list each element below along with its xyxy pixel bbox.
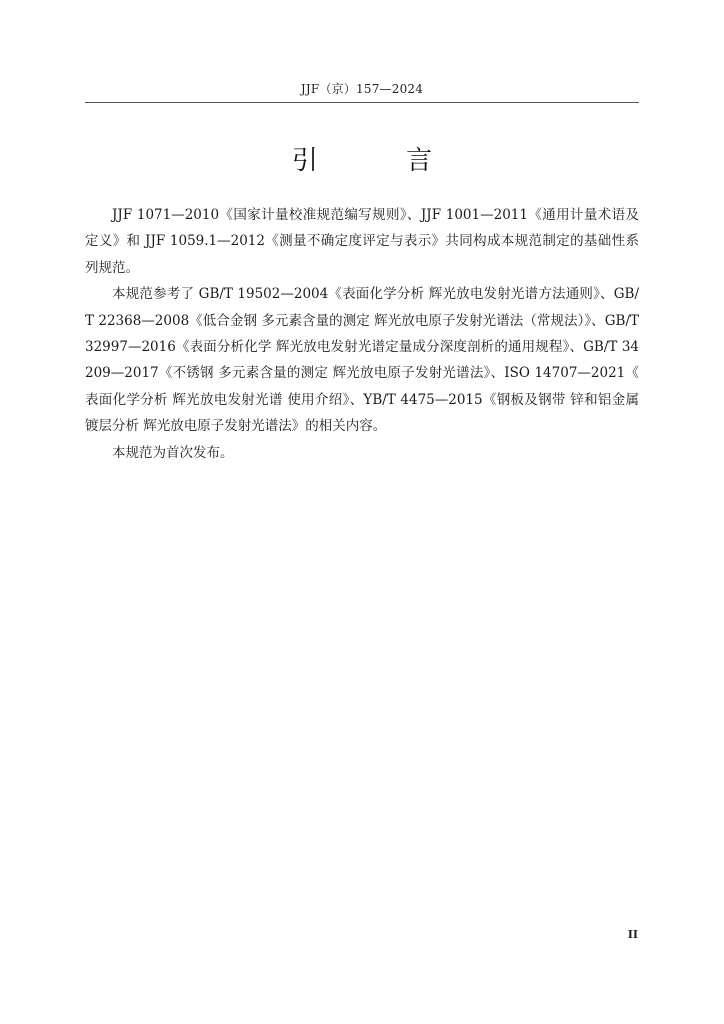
page-number: II [627,928,638,941]
body-text [85,202,639,466]
running-header: JJF（京）157—2024 [300,82,424,96]
paragraph-1: JJF 1071—2010《国家计量校准规范编写规则》、JJF 1001—2011《通用计量术语及定义》和 JJF 1059.1—2012《测量不确定度评定与表示》共同构成本规范制定的基础性系列规范。 [85,207,639,276]
header-divider [85,102,639,103]
page-title: 引 言 [291,146,473,176]
paragraph-3: 本规范为首次发布。 [112,444,234,461]
paragraph-2: 本规范参考了 GB/T 19502—2004《表面化学分析 辉光放电发射光谱方法通则》、GB/T 22368—2008《低合金钢 多元素含量的测定 辉光放电原子发射光谱法（常规法）》、GB/T 32997—2016《表面分析化学 辉光放电发射光谱定量成分深度剖析的通用规程》、GB/T 34209—2017《不锈钢 多元素含量的测定 辉光放电原子发射光谱法》、ISO 14707—2021《表面化学分析 辉光放电发射光谱 使用介绍》、YB/T 4475—2015《钢板及钢带 锌和铝金属镀层分析 辉光放电原子发射光谱法》的相关内容。 [85,286,639,435]
